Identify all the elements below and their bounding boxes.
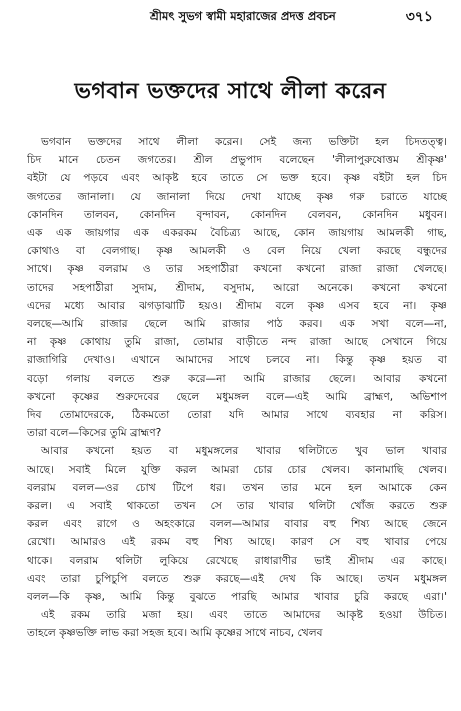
text-line: কোনদিন তালবন, কোনদিন বৃন্দাবন, কোনদিন বেলবন, কোনদিন মধুবন। — [27, 208, 447, 221]
chapter-title: ভগবান ভক্তদের সাথে লীলা করেন — [74, 79, 387, 104]
text-line: বলল—কি কৃষ্ণ, আমি কিন্তু বুঝতে পারছি আমার খাবার চুরি করছে এরা।' — [27, 591, 447, 604]
text-line: রেখো। আমারও এই রকম বহু শিষ্য আছে। কারণ সে বহু খাবার পেয়ে — [27, 536, 447, 549]
text-line: না কৃষ্ণ কোথায় তুমি রাজা, তোমার বাড়ীতে নন্দ রাজা আছে সেখানে গিয়ে — [27, 336, 447, 349]
text-line: আবার কখনো হয়ত বা মধুমঙ্গলের খাবার থলিটাতে খুব ভাল খাবার — [41, 445, 447, 458]
text-line: তাহলে কৃষ্ণভক্তি লাভ করা সহজ হবে। আমি কৃষ্ণের সাথে নাচব, খেলব — [27, 627, 323, 640]
text-line: এদের মধ্যে আবার ঝগড়াঝাটি হয়ও। শ্রীদাম বলে কৃষ্ণ এসব হবে না। কৃষ্ণ — [27, 299, 447, 312]
text-line: এবং তারা চুপিচুপি বলতে শুরু করছে—এই দেখ কি আছে। তখন মধুমঙ্গল — [27, 572, 447, 585]
text-line: কোথাও বা বেলগাছ। কৃষ্ণ আমলকী ও বেল নিয়ে খেলা করছে বন্ধুদের — [27, 245, 447, 258]
text-line: তাদের সহপাঠীরা সুদাম, শ্রীদাম, বসুদাম, আরো অনেকে। কখনো কখনো — [27, 281, 447, 294]
text-line: থাকে। বলরাম থলিটা লুকিয়ে রেখেছে রাধারাণীর ভাই শ্রীদাম এর কাছে। — [27, 554, 447, 567]
text-line: ভগবান ভক্তদের সাথে লীলা করেন। সেই জন্য ভক্তিটা হল চিদতত্ত্ব। — [41, 136, 447, 148]
text-line: এই রকম তারি মজা হয়। এবং তাতে আমাদের আকৃষ্ট হওয়া উচিত। — [41, 609, 447, 622]
text-line: কখনো কৃষ্ণের শুরুদেবের ছেলে মধুমঙ্গল বলে—এই আমি ব্রাহ্মণ, অভিশাপ — [27, 390, 447, 403]
text-line: বলরাম বলল—ওর চোখ টিপে ধর। তখন তার মনে হল আমাকে কেন — [27, 481, 447, 494]
body-text — [27, 133, 447, 643]
text-line: তারা বলে—কিসের তুমি ব্রাহ্মণ? — [27, 427, 162, 440]
text-line: জগতের জানালা। যে জানালা দিয়ে দেখা যাচ্ছে কৃষ্ণ গরু চরাতে যাচ্ছে — [27, 190, 447, 203]
text-line: চিদ মানে চেতন জগতের। শ্রীল প্রভুপাদ বলেছেন 'লীলাপুরুষোত্তম শ্রীকৃষ্ণ' — [27, 154, 447, 167]
text-line: বড়ো গলায় বলতে শুরু করে—না আমি রাজার ছেলে। আবার কখনো — [27, 372, 447, 385]
text-line: আছে। সবাই মিলে যুক্তি করল আমরা চোর চোর খেলব। কানামাছি খেলব। — [27, 463, 447, 476]
text-line: করল এবং রাগে ও অহংকারে বলল—আমার বাবার বহু শিষ্য আছে জেনে — [27, 518, 447, 531]
text-line: সাথে। কৃষ্ণ বলরাম ও তার সহপাঠীরা কখনো কখনো রাজা রাজা খেলছে। — [27, 263, 447, 276]
text-line: রাজাগিরি দেখাও। এখানে আমাদের সাথে চলবে না। কিন্তু কৃষ্ণ হয়ত বা — [27, 354, 447, 367]
text-line: বইটা যে পড়বে এবং আকৃষ্ট হবে তাতে সে ভক্ত হবে। কৃষ্ণ বইটা হল চিদ — [27, 172, 447, 185]
text-line: দিব তোমাদেরকে, ঠিকমতো তোরা যদি আমার সাথে ব্যবহার না করিস। — [27, 409, 447, 422]
text-line: করল। এ সবাই থাকতো তখন সে তার খাবার থলিটা খোঁজ করতে শুরু — [27, 500, 447, 513]
page-number: ৩৭১ — [405, 9, 433, 25]
running-header: শ্রীমৎ সুভগ স্বামী মহারাজের প্রদত্ত প্রবচন — [150, 9, 336, 23]
text-line: এক এক জায়গার এক একরকম বৈচিত্র্য আছে, কোন জায়গায় আমলকী গাছ, — [27, 227, 447, 240]
text-line: বলছে—আমি রাজার ছেলে আমি রাজার পাঠ করব। এক সখা বলে—না, — [27, 318, 447, 331]
